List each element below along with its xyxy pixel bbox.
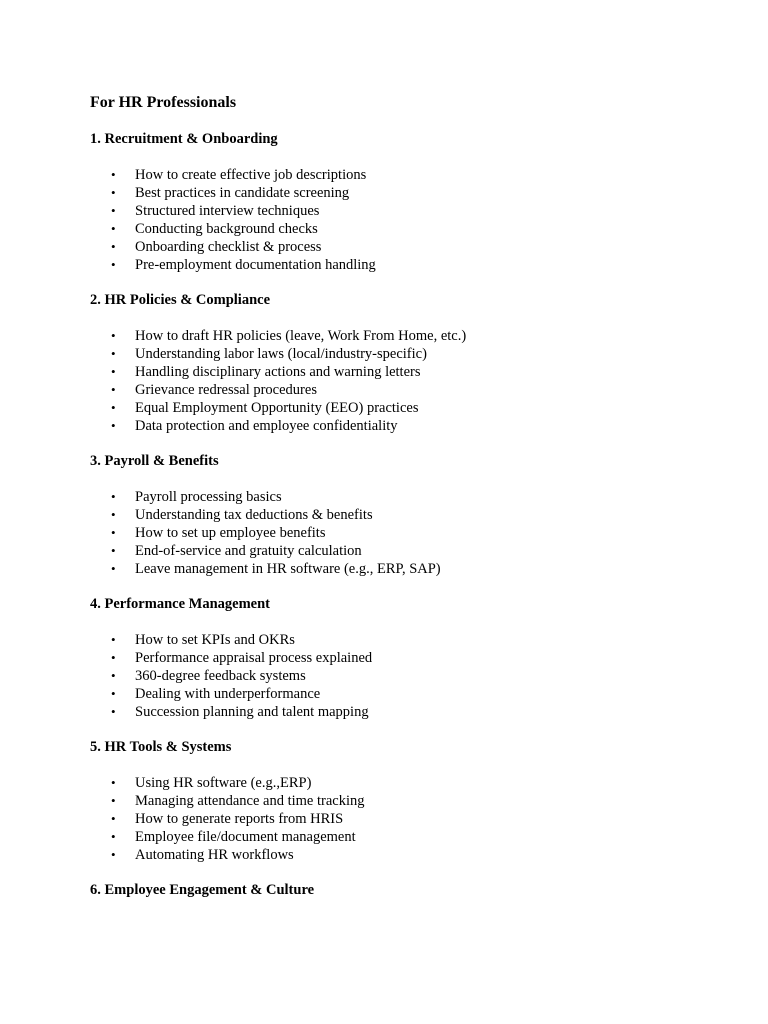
section-5	[90, 738, 730, 864]
list-item-text: How to create effective job descriptions	[135, 167, 367, 183]
list-item-text: Managing attendance and time tracking	[135, 793, 365, 809]
bullet-icon: •	[111, 364, 116, 379]
list-item-text: How to set KPIs and OKRs	[135, 632, 295, 648]
sections-container	[90, 130, 730, 899]
bullet-icon: •	[111, 775, 116, 790]
bullet-icon: •	[111, 221, 116, 236]
list-item-text: How to generate reports from HRIS	[135, 811, 344, 827]
bullet-icon: •	[111, 632, 116, 647]
bullet-icon: •	[111, 829, 116, 844]
list-item	[90, 417, 730, 435]
bullet-icon: •	[111, 203, 116, 218]
list-item-text: Handling disciplinary actions and warning letters	[135, 364, 421, 380]
bullet-list	[90, 166, 730, 274]
bullet-icon: •	[111, 400, 116, 415]
list-item	[90, 542, 730, 560]
list-item	[90, 685, 730, 703]
list-item-text: Data protection and employee confidentiality	[135, 418, 398, 434]
list-item	[90, 220, 730, 238]
bullet-icon: •	[111, 668, 116, 683]
list-item	[90, 238, 730, 256]
list-item-text: End-of-service and gratuity calculation	[135, 543, 362, 559]
section-1	[90, 130, 730, 274]
list-item-text: Equal Employment Opportunity (EEO) practices	[135, 400, 419, 416]
bullet-icon: •	[111, 346, 116, 361]
bullet-icon: •	[111, 793, 116, 808]
bullet-list	[90, 488, 730, 578]
list-item-text: Structured interview techniques	[135, 203, 320, 219]
bullet-icon: •	[111, 847, 116, 862]
list-item-text: Automating HR workflows	[135, 847, 294, 863]
list-item	[90, 399, 730, 417]
bullet-icon: •	[111, 811, 116, 826]
section-4	[90, 595, 730, 721]
bullet-icon: •	[111, 382, 116, 397]
list-item	[90, 256, 730, 274]
list-item	[90, 792, 730, 810]
list-item-text: How to set up employee benefits	[135, 525, 326, 541]
list-item	[90, 649, 730, 667]
bullet-icon: •	[111, 561, 116, 576]
list-item	[90, 345, 730, 363]
list-item	[90, 506, 730, 524]
bullet-list	[90, 774, 730, 864]
bullet-list	[90, 327, 730, 435]
document-title: For HR Professionals	[90, 94, 237, 111]
list-item-text: Conducting background checks	[135, 221, 318, 237]
list-item	[90, 846, 730, 864]
list-item	[90, 810, 730, 828]
bullet-icon: •	[111, 257, 116, 272]
bullet-icon: •	[111, 239, 116, 254]
list-item	[90, 184, 730, 202]
bullet-icon: •	[111, 650, 116, 665]
list-item	[90, 703, 730, 721]
list-item	[90, 327, 730, 345]
list-item	[90, 828, 730, 846]
bullet-list	[90, 631, 730, 721]
list-item	[90, 381, 730, 399]
list-item-text: Succession planning and talent mapping	[135, 704, 369, 720]
list-item-text: Dealing with underperformance	[135, 686, 321, 702]
bullet-icon: •	[111, 686, 116, 701]
section-2	[90, 291, 730, 435]
section-heading: 4. Performance Management	[90, 596, 270, 612]
section-heading: 3. Payroll & Benefits	[90, 453, 219, 469]
list-item	[90, 202, 730, 220]
section-heading: 5. HR Tools & Systems	[90, 739, 232, 755]
list-item	[90, 774, 730, 792]
bullet-icon: •	[111, 543, 116, 558]
list-item-text: Payroll processing basics	[135, 489, 282, 505]
section-heading: 2. HR Policies & Compliance	[90, 292, 271, 308]
list-item	[90, 667, 730, 685]
section-6	[90, 881, 730, 899]
bullet-icon: •	[111, 507, 116, 522]
list-item-text: Leave management in HR software (e.g., ERP, SAP)	[135, 561, 441, 577]
list-item-text: Understanding tax deductions & benefits	[135, 507, 373, 523]
bullet-icon: •	[111, 704, 116, 719]
list-item-text: Best practices in candidate screening	[135, 185, 350, 201]
section-heading: 1. Recruitment & Onboarding	[90, 131, 278, 147]
section-heading: 6. Employee Engagement & Culture	[90, 882, 315, 898]
section-3	[90, 452, 730, 578]
list-item-text: How to draft HR policies (leave, Work From Home, etc.)	[135, 328, 467, 344]
list-item	[90, 560, 730, 578]
list-item-text: 360-degree feedback systems	[135, 668, 306, 684]
bullet-icon: •	[111, 525, 116, 540]
list-item	[90, 363, 730, 381]
list-item-text: Performance appraisal process explained	[135, 650, 373, 666]
list-item	[90, 166, 730, 184]
bullet-icon: •	[111, 185, 116, 200]
list-item-text: Pre-employment documentation handling	[135, 257, 376, 273]
bullet-icon: •	[111, 418, 116, 433]
list-item-text: Using HR software (e.g.,ERP)	[135, 775, 312, 791]
document-page	[90, 93, 730, 917]
list-item	[90, 631, 730, 649]
list-item	[90, 524, 730, 542]
list-item	[90, 488, 730, 506]
bullet-icon: •	[111, 489, 116, 504]
bullet-icon: •	[111, 328, 116, 343]
list-item-text: Employee file/document management	[135, 829, 356, 845]
list-item-text: Onboarding checklist & process	[135, 239, 322, 255]
bullet-icon: •	[111, 167, 116, 182]
list-item-text: Understanding labor laws (local/industry-specific)	[135, 346, 427, 362]
list-item-text: Grievance redressal procedures	[135, 382, 317, 398]
